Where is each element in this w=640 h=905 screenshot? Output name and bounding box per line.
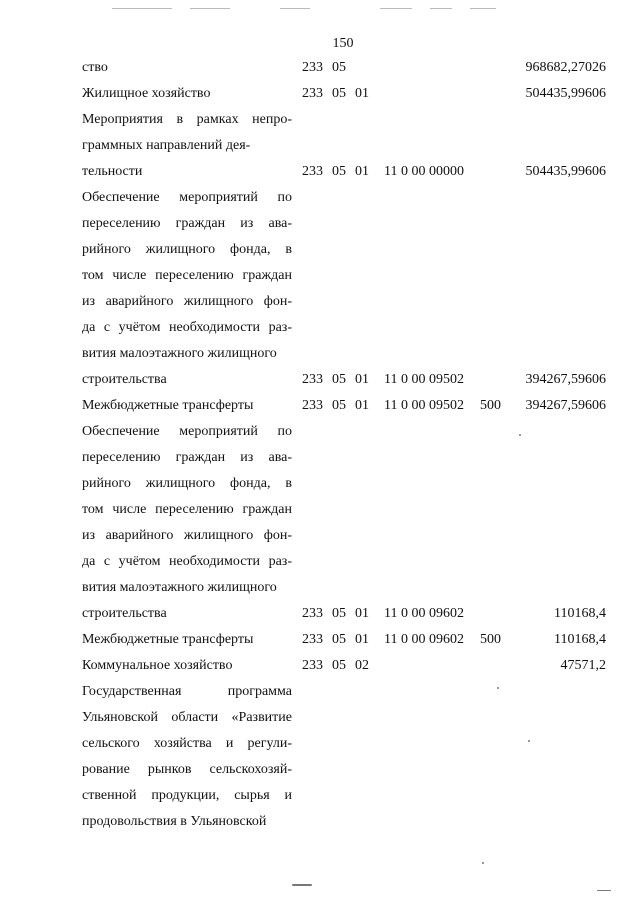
table-row (0, 632, 640, 658)
scan-speck (482, 862, 484, 864)
table-row (0, 476, 640, 502)
row-gr-code: 233 (302, 164, 323, 179)
row-name: рование рынков сельскохозяй- (82, 762, 292, 777)
row-sum: 110168,4 (554, 606, 606, 621)
row-sum: 504435,99606 (525, 86, 606, 101)
table-row (0, 372, 640, 398)
row-gr-code: 233 (302, 398, 323, 413)
row-gr-code: 233 (302, 632, 323, 647)
scan-artifact-line (430, 8, 452, 9)
row-name: сельского хозяйства и регули- (82, 736, 292, 751)
row-name: ственной продукции, сырья и (82, 788, 292, 803)
table-row (0, 138, 640, 164)
scan-artifact-line (280, 8, 310, 9)
table-row (0, 554, 640, 580)
row-name: Ульяновской области «Развитие (82, 710, 292, 725)
row-rz-code: 05 (332, 658, 346, 673)
table-row (0, 814, 640, 840)
table-row (0, 320, 640, 346)
scan-artifact-line (112, 8, 172, 9)
row-name: ство (82, 60, 108, 75)
row-name: Государственная программа (82, 684, 292, 699)
row-name: тельности (82, 164, 143, 179)
scan-artifact-line (380, 8, 412, 9)
row-rz-code: 05 (332, 606, 346, 621)
table-row (0, 112, 640, 138)
scan-artifact-line (470, 8, 496, 9)
row-csr-code: 11 0 00 09502 (384, 398, 464, 413)
row-sum: 110168,4 (554, 632, 606, 647)
scan-speck (519, 434, 521, 436)
row-rz-code: 05 (332, 372, 346, 387)
scan-speck (497, 687, 499, 689)
table-row (0, 164, 640, 190)
table-row (0, 424, 640, 450)
table-row (0, 658, 640, 684)
row-csr-code: 11 0 00 00000 (384, 164, 464, 179)
row-name: Межбюджетные трансферты (82, 398, 254, 413)
row-pr-code: 01 (355, 372, 369, 387)
row-name: строительства (82, 606, 167, 621)
row-name: переселению граждан из ава- (82, 216, 292, 231)
scan-artifact-line (190, 8, 230, 9)
table-row (0, 268, 640, 294)
row-pr-code: 02 (355, 658, 369, 673)
table-row (0, 242, 640, 268)
row-name: рийного жилищного фонда, в (82, 476, 292, 491)
table-row (0, 398, 640, 424)
row-csr-code: 11 0 00 09602 (384, 632, 464, 647)
table-row (0, 294, 640, 320)
table-row (0, 190, 640, 216)
table-row (0, 450, 640, 476)
table-row (0, 606, 640, 632)
row-pr-code: 01 (355, 86, 369, 101)
row-name: вития малоэтажного жилищного (82, 346, 277, 361)
row-rz-code: 05 (332, 164, 346, 179)
row-gr-code: 233 (302, 372, 323, 387)
row-sum: 394267,59606 (525, 398, 606, 413)
row-rz-code: 05 (332, 398, 346, 413)
row-gr-code: 233 (302, 658, 323, 673)
row-rz-code: 05 (332, 632, 346, 647)
page-number: 150 (332, 36, 354, 51)
row-name: да с учётом необходимости раз- (82, 554, 292, 569)
row-name: Жилищное хозяйство (82, 86, 211, 101)
scan-speck (528, 740, 530, 742)
scan-speck (597, 890, 611, 891)
row-name: Обеспечение мероприятий по (82, 190, 292, 205)
row-pr-code: 01 (355, 398, 369, 413)
row-name: из аварийного жилищного фон- (82, 528, 292, 543)
row-name: Мероприятия в рамках непро- (82, 112, 292, 127)
table-row (0, 736, 640, 762)
row-csr-code: 11 0 00 09502 (384, 372, 464, 387)
table-row (0, 710, 640, 736)
scan-speck (292, 884, 312, 886)
row-sum: 394267,59606 (525, 372, 606, 387)
row-gr-code: 233 (302, 606, 323, 621)
row-pr-code: 01 (355, 606, 369, 621)
row-name: Коммунальное хозяйство (82, 658, 233, 673)
table-row (0, 528, 640, 554)
row-sum: 968682,27026 (525, 60, 606, 75)
row-rz-code: 05 (332, 86, 346, 101)
row-name: переселению граждан из ава- (82, 450, 292, 465)
row-csr-code: 11 0 00 09602 (384, 606, 464, 621)
row-vr-code: 500 (480, 398, 501, 413)
row-pr-code: 01 (355, 164, 369, 179)
row-name: продовольствия в Ульяновской (82, 814, 267, 829)
table-row (0, 502, 640, 528)
row-gr-code: 233 (302, 60, 323, 75)
row-name: да с учётом необходимости раз- (82, 320, 292, 335)
row-vr-code: 500 (480, 632, 501, 647)
row-rz-code: 05 (332, 60, 346, 75)
table-row (0, 580, 640, 606)
table-row (0, 788, 640, 814)
row-name: Обеспечение мероприятий по (82, 424, 292, 439)
row-name: том числе переселению граждан (82, 502, 292, 517)
row-name: строительства (82, 372, 167, 387)
row-pr-code: 01 (355, 632, 369, 647)
table-row (0, 762, 640, 788)
row-name: вития малоэтажного жилищного (82, 580, 277, 595)
table-row (0, 60, 640, 86)
table-row (0, 86, 640, 112)
row-name: граммных направлений дея- (82, 138, 251, 153)
row-name: том числе переселению граждан (82, 268, 292, 283)
row-sum: 47571,2 (560, 658, 606, 673)
table-row (0, 216, 640, 242)
table-row (0, 346, 640, 372)
row-gr-code: 233 (302, 86, 323, 101)
row-name: Межбюджетные трансферты (82, 632, 254, 647)
row-name: из аварийного жилищного фон- (82, 294, 292, 309)
table-row (0, 684, 640, 710)
row-name: рийного жилищного фонда, в (82, 242, 292, 257)
row-sum: 504435,99606 (525, 164, 606, 179)
